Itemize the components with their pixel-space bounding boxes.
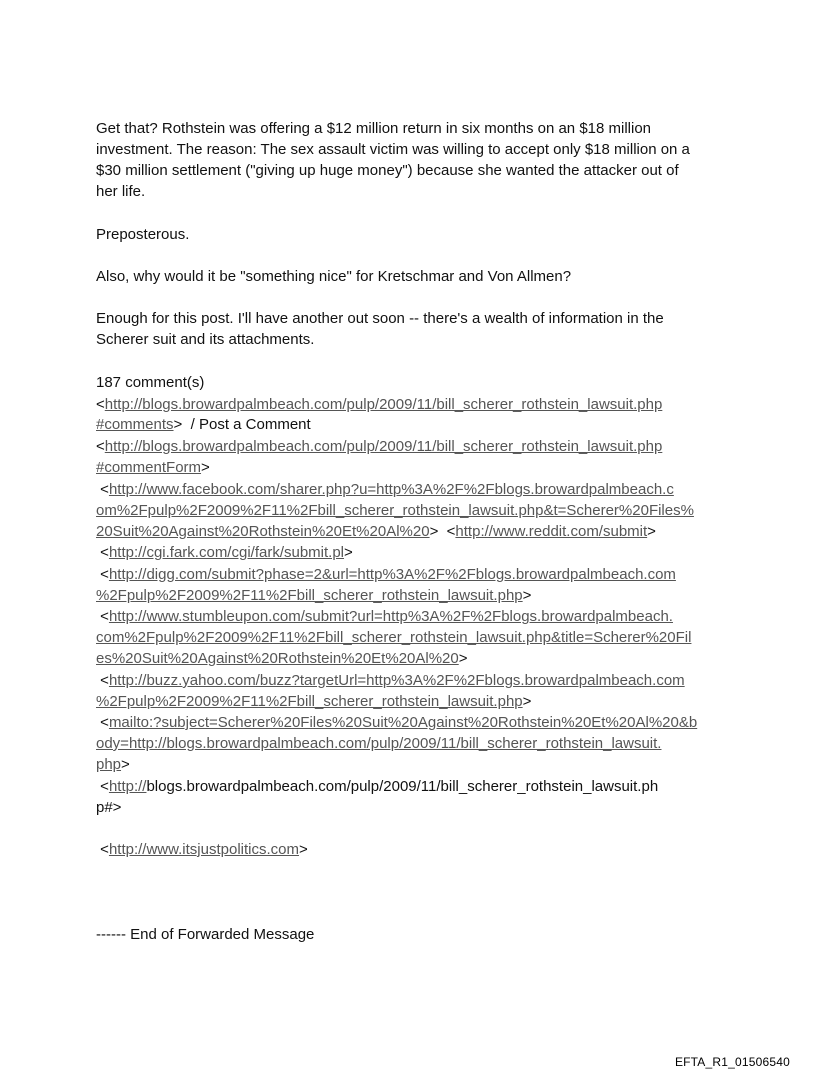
paragraph-rothstein-offer: Get that? Rothstein was offering a $12 million return in six months on an $18 million investment. The reason: The sex assault victim was willing to accept only $18 million on a $30 million settlement ("giving up huge money") because she wanted the attacker out of her life. bbox=[96, 120, 690, 200]
mailto-link-cont[interactable]: ody=http://blogs.browardpalmbeach.com/pulp/2009/11/bill_scherer_rothstein_lawsuit. bbox=[96, 735, 662, 752]
comment-form-anchor-link[interactable]: #commentForm bbox=[96, 459, 202, 476]
facebook-share-link[interactable]: http://www.facebook.com/sharer.php?u=http%3A%2F%2Fblogs.browardpalmbeach.c bbox=[108, 481, 674, 498]
stumbleupon-line-1: <http://www.stumbleupon.com/submit?url=http%3A%2F%2Fblogs.browardpalmbeach. bbox=[96, 608, 673, 625]
digg-line-2: %2Fpulp%2F2009%2F11%2Fbill_scherer_rothstein_lawsuit.php> bbox=[96, 587, 532, 604]
stumbleupon-submit-link-end[interactable]: es%20Suit%20Against%20Rothstein%20Et%20Al%20 bbox=[96, 650, 459, 667]
paragraph-preposterous: Preposterous. bbox=[96, 226, 190, 243]
facebook-share-link-end[interactable]: 20Suit%20Against%20Rothstein%20Et%20Al%20 bbox=[96, 523, 430, 540]
digg-submit-link-cont[interactable]: %2Fpulp%2F2009%2F11%2Fbill_scherer_rothstein_lawsuit.php bbox=[96, 587, 523, 604]
digg-submit-link[interactable]: http://digg.com/submit?phase=2&url=http%3A%2F%2Fblogs.browardpalmbeach.com bbox=[108, 566, 676, 583]
facebook-reddit-line: 20Suit%20Against%20Rothstein%20Et%20Al%20> <http://www.reddit.com/submit> bbox=[96, 523, 656, 540]
fark-submit-link[interactable]: http://cgi.fark.com/cgi/fark/submit.pl bbox=[108, 544, 345, 561]
mailto-link[interactable]: mailto:?subject=Scherer%20Files%20Suit%20Against%20Rothstein%20Et%20Al%20&b bbox=[108, 714, 698, 731]
yahoo-buzz-link[interactable]: http://buzz.yahoo.com/buzz?targetUrl=http%3A%2F%2Fblogs.browardpalmbeach.com bbox=[108, 672, 685, 689]
paragraph-enough-for-this-post: Enough for this post. I'll have another out soon -- there's a wealth of information in the Scherer suit and its attachments. bbox=[96, 310, 664, 348]
permalink-line-1: <http://blogs.browardpalmbeach.com/pulp/2009/11/bill_scherer_rothstein_lawsuit.ph bbox=[96, 778, 659, 795]
permalink-text: blogs.browardpalmbeach.com/pulp/2009/11/bill_scherer_rothstein_lawsuit.ph bbox=[146, 778, 659, 795]
comment-count: 187 comment(s) bbox=[96, 374, 205, 391]
end-of-forwarded-message: ------ End of Forwarded Message bbox=[96, 926, 315, 943]
facebook-share-link-cont[interactable]: om%2Fpulp%2F2009%2F11%2Fbill_scherer_rothstein_lawsuit.php&t=Scherer%20Files% bbox=[96, 502, 694, 519]
comments-anchor-link[interactable]: #comments bbox=[96, 416, 174, 433]
stumbleupon-submit-link[interactable]: http://www.stumbleupon.com/submit?url=http%3A%2F%2Fblogs.browardpalmbeach. bbox=[108, 608, 673, 625]
permalink-text-end: p#> bbox=[96, 799, 122, 816]
mailto-link-end[interactable]: php bbox=[96, 756, 122, 773]
comments-link[interactable]: http://blogs.browardpalmbeach.com/pulp/2009/11/bill_scherer_rothstein_lawsuit.php bbox=[104, 396, 663, 413]
yahoo-buzz-line-1: <http://buzz.yahoo.com/buzz?targetUrl=http%3A%2F%2Fblogs.browardpalmbeach.com bbox=[96, 672, 685, 689]
fark-line: <http://cgi.fark.com/cgi/fark/submit.pl> bbox=[96, 544, 353, 561]
comment-form-link[interactable]: http://blogs.browardpalmbeach.com/pulp/2009/11/bill_scherer_rothstein_lawsuit.php bbox=[104, 438, 663, 455]
yahoo-buzz-link-cont[interactable]: %2Fpulp%2F2009%2F11%2Fbill_scherer_rothstein_lawsuit.php bbox=[96, 693, 523, 710]
permalink-line-2 bbox=[96, 797, 121, 818]
facebook-share-line-1: <http://www.facebook.com/sharer.php?u=http%3A%2F%2Fblogs.browardpalmbeach.c bbox=[96, 481, 674, 498]
reddit-submit-link[interactable]: http://www.reddit.com/submit bbox=[455, 523, 648, 540]
comment-form-link-line-1: <http://blogs.browardpalmbeach.com/pulp/2009/11/bill_scherer_rothstein_lawsuit.php bbox=[96, 438, 663, 455]
paragraph-something-nice: Also, why would it be "something nice" for Kretschmar and Von Allmen? bbox=[96, 268, 572, 285]
facebook-share-line-2 bbox=[96, 500, 694, 521]
comments-link-line-2: #comments> / Post a Comment bbox=[96, 416, 311, 433]
stumbleupon-line-2 bbox=[96, 627, 691, 648]
stumbleupon-line-3: es%20Suit%20Against%20Rothstein%20Et%20Al%20> bbox=[96, 650, 468, 667]
itsjustpolitics-line: <http://www.itsjustpolitics.com> bbox=[96, 841, 308, 858]
digg-line-1: <http://digg.com/submit?phase=2&url=http%3A%2F%2Fblogs.browardpalmbeach.com bbox=[96, 566, 676, 583]
yahoo-buzz-line-2: %2Fpulp%2F2009%2F11%2Fbill_scherer_rothstein_lawsuit.php> bbox=[96, 693, 532, 710]
mailto-line-2 bbox=[96, 733, 661, 754]
stumbleupon-submit-link-cont[interactable]: com%2Fpulp%2F2009%2F11%2Fbill_scherer_rothstein_lawsuit.php&title=Scherer%20Fil bbox=[96, 629, 692, 646]
mailto-line-1: <mailto:?subject=Scherer%20Files%20Suit%20Against%20Rothstein%20Et%20Al%20&b bbox=[96, 714, 698, 731]
post-a-comment-label: / Post a Comment bbox=[190, 416, 311, 433]
itsjustpolitics-link[interactable]: http://www.itsjustpolitics.com bbox=[108, 841, 299, 858]
document-id-footer: EFTA_R1_01506540 bbox=[674, 1055, 790, 1069]
permalink-http-link[interactable]: http:// bbox=[108, 778, 147, 795]
comments-link-line-1: <http://blogs.browardpalmbeach.com/pulp/2009/11/bill_scherer_rothstein_lawsuit.php bbox=[96, 396, 663, 413]
comment-form-link-line-2: #commentForm> bbox=[96, 459, 210, 476]
mailto-line-3: php> bbox=[96, 756, 130, 773]
